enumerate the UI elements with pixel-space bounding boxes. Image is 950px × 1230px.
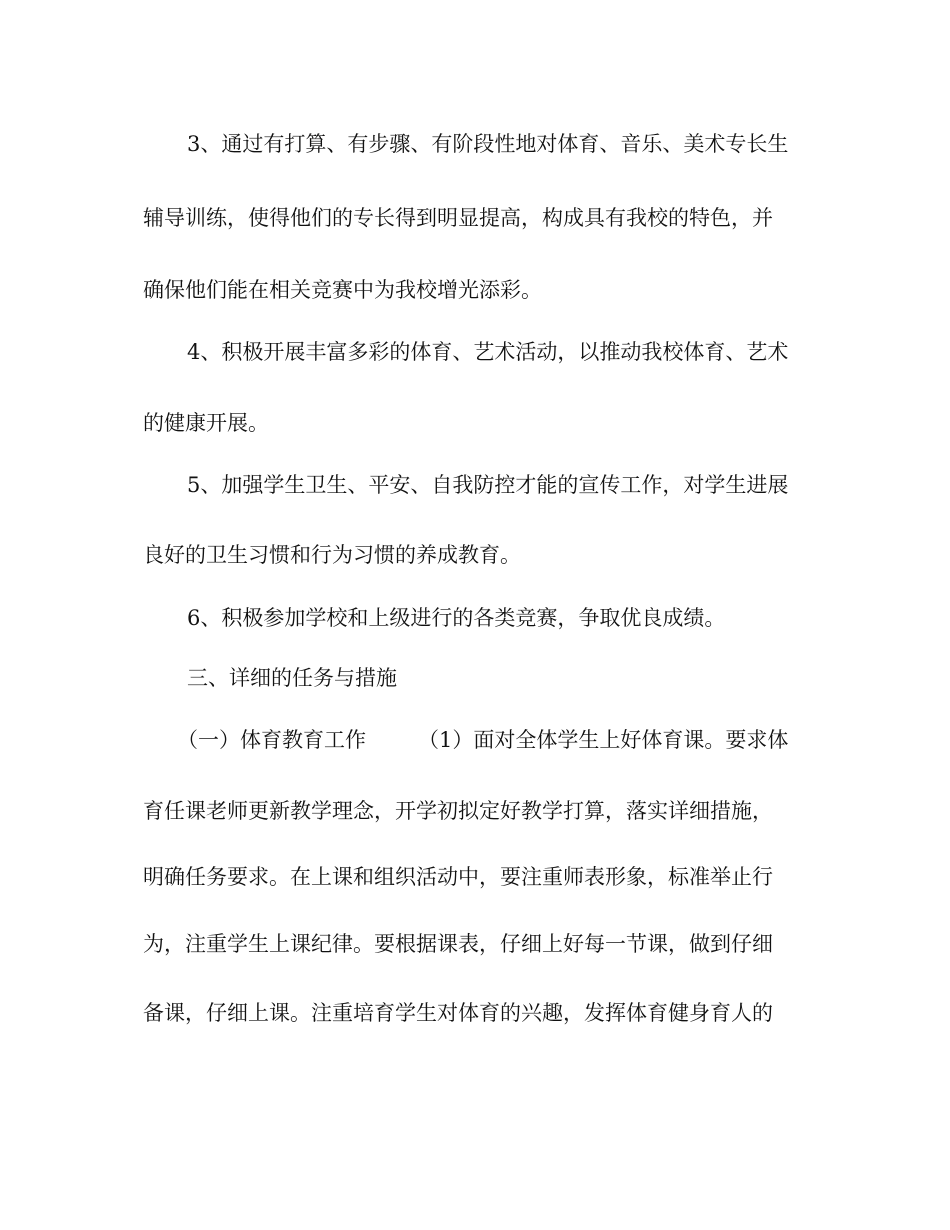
subsection-line-2: 育任课老师更新教学理念，开学初拟定好教学打算，落实详细措施，: [143, 799, 773, 823]
paragraph-3-line-2: 辅导训练，使得他们的专长得到明显提高，构成具有我校的特色，并: [143, 206, 773, 230]
subsection-heading: （一）体育教育工作: [177, 728, 366, 752]
subsection-line-3: 明确任务要求。在上课和组织活动中，要注重师表形象，标准举止行: [143, 865, 773, 889]
subsection-item-1-start: （1）面对全体学生上好体育课。要求体: [418, 728, 789, 752]
paragraph-4-line-2: 的健康开展。: [143, 411, 269, 435]
paragraph-3-line-1: 3、通过有打算、有步骤、有阶段性地对体育、音乐、美术专长生: [187, 132, 789, 156]
section-heading-3: 三、详细的任务与措施: [187, 666, 397, 690]
paragraph-5-line-2: 良好的卫生习惯和行为习惯的养成教育。: [143, 543, 521, 567]
subsection-line-1: [177, 725, 857, 755]
paragraph-3-line-3: 确保他们能在相关竞赛中为我校增光添彩。: [143, 278, 542, 302]
paragraph-6-line-1: 6、积极参加学校和上级进行的各类竞赛，争取优良成绩。: [187, 606, 726, 630]
paragraph-5-line-1: 5、加强学生卫生、平安、自我防控才能的宣传工作，对学生进展: [187, 473, 789, 497]
subsection-line-5: 备课，仔细上课。注重培育学生对体育的兴趣，发挥体育健身育人的: [143, 1001, 773, 1025]
subsection-line-4: 为，注重学生上课纪律。要根据课表，仔细上好每一节课，做到仔细: [143, 932, 773, 956]
paragraph-4-line-1: 4、积极开展丰富多彩的体育、艺术活动，以推动我校体育、艺术: [187, 340, 789, 364]
